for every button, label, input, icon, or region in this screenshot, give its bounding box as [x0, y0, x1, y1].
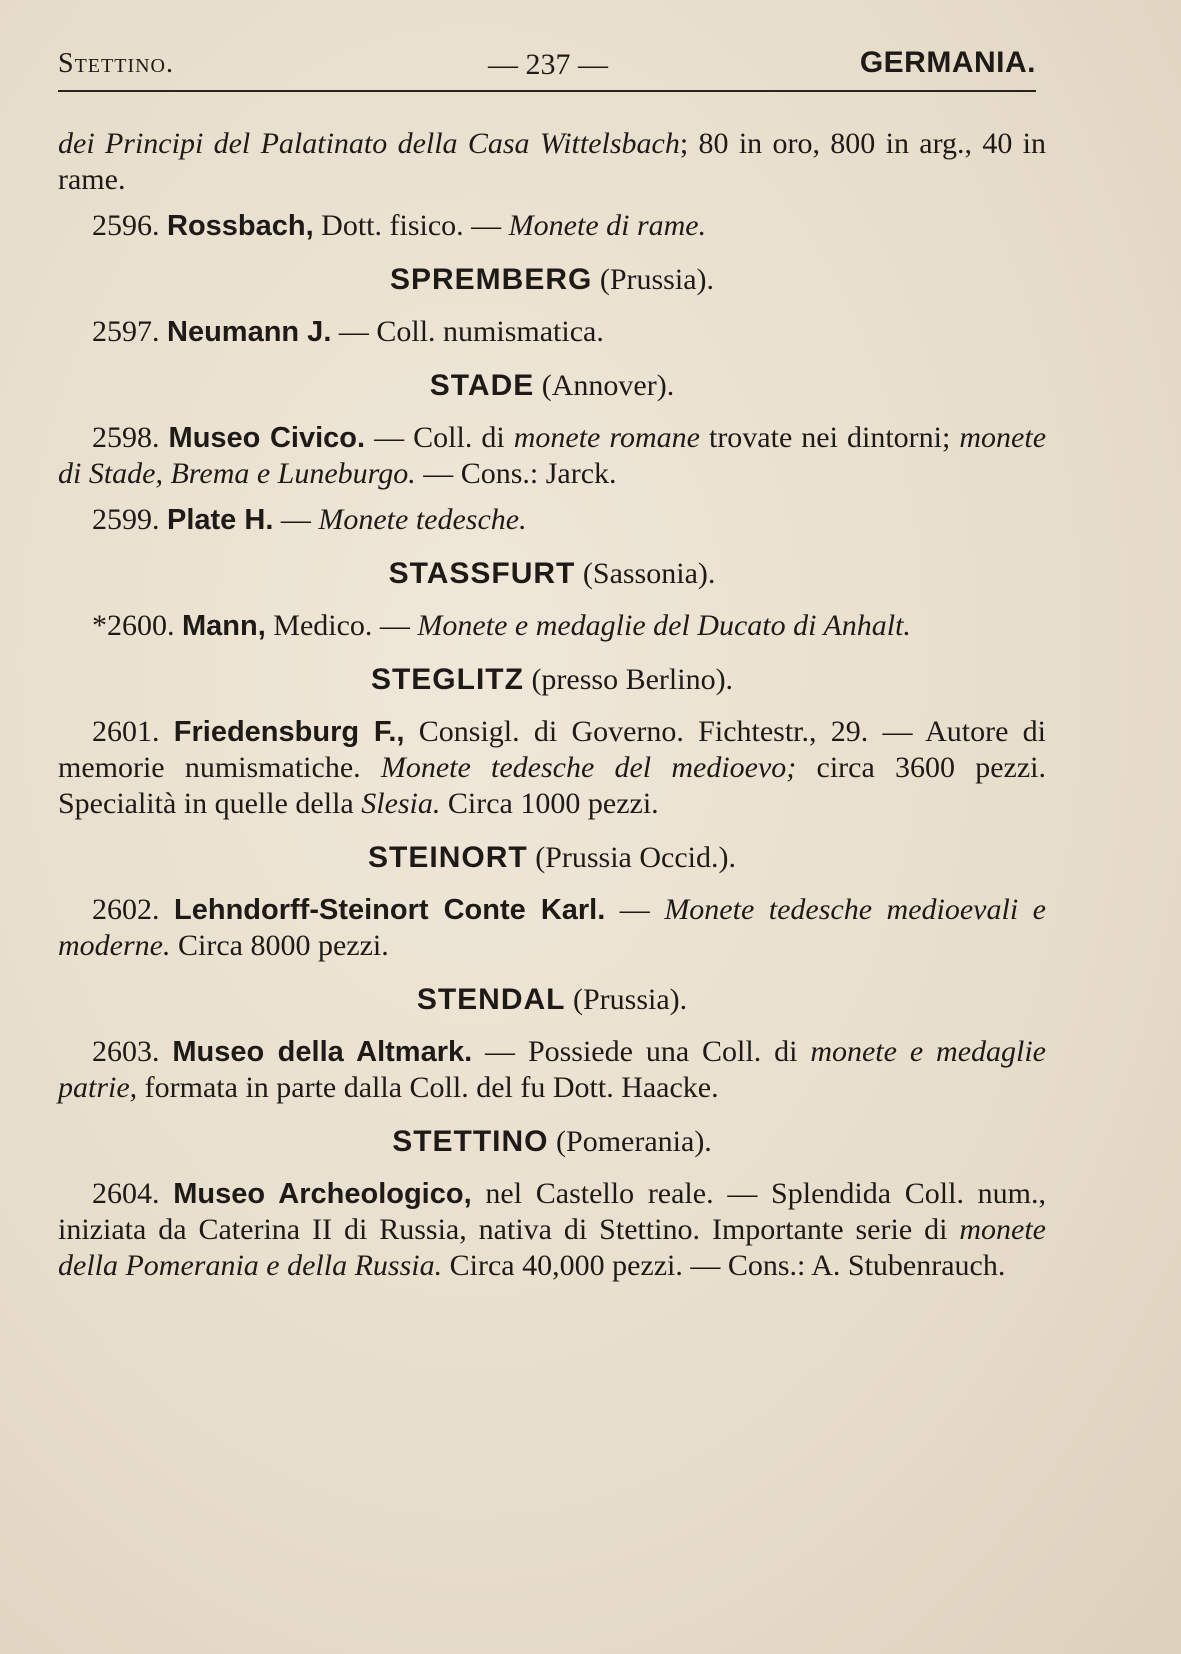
entry-number: 2603.	[92, 1035, 160, 1068]
entry-text: Consigl. di Governo. Fichtestr., 29. — Autore di memorie numismatiche.	[58, 715, 1047, 784]
place-heading-stade	[58, 368, 1046, 404]
entry-text: Monete tedesche.	[318, 503, 527, 536]
entry-text: formata in parte dalla Coll. del fu Dott. Haacke.	[137, 1071, 719, 1104]
entry-text: — Cons.: Jarck.	[415, 457, 617, 490]
header-country: GERMANIA.	[859, 46, 1036, 79]
entry-text: Slesia.	[361, 787, 441, 820]
entry-2596	[58, 208, 1046, 244]
entry-text: Monete di rame.	[508, 209, 707, 242]
place-name: STADE	[429, 369, 535, 402]
region-name: (Prussia).	[592, 263, 714, 296]
page-body	[58, 126, 1046, 1294]
entry-2600	[58, 608, 1046, 644]
entry-2599	[58, 502, 1046, 538]
place-name: STEGLITZ	[370, 663, 524, 696]
entry-2603	[58, 1034, 1046, 1106]
entry-text: ; 80 in oro, 800 in arg., 40 in rame.	[58, 127, 1047, 196]
header-section-name: Stettino.	[58, 48, 174, 79]
place-name: STEINORT	[368, 841, 528, 874]
entry-number: 2599.	[92, 503, 160, 536]
entry-name: Museo Archeologico,	[173, 1178, 472, 1210]
page-number: — 237 —	[488, 48, 608, 81]
region-name: (Prussia Occid.).	[527, 841, 736, 874]
entry-text: monete di Stade, Brema e Luneburgo.	[58, 421, 1047, 490]
place-heading-spremberg	[58, 262, 1046, 298]
entry-number: 2601.	[92, 715, 160, 748]
entry-text: monete e medaglie patrie,	[58, 1035, 1046, 1104]
entry-2597	[58, 314, 1046, 350]
entry-2604	[58, 1176, 1046, 1284]
continuation-paragraph	[58, 126, 1046, 198]
place-heading-steinort	[58, 840, 1046, 876]
entry-text: Monete tedesche medioevali e moderne.	[58, 893, 1046, 962]
entry-name: Friedensburg F.,	[173, 716, 405, 748]
entry-number: 2596.	[92, 209, 160, 242]
place-heading-stendal	[58, 982, 1046, 1018]
entry-text: Circa 1000 pezzi.	[440, 787, 659, 820]
entry-number: 2602.	[92, 893, 160, 926]
entry-text: monete romane	[513, 421, 700, 454]
entry-text: — Possiede una Coll. di	[472, 1035, 811, 1068]
entry-name: Mann,	[182, 610, 266, 642]
entry-name: Museo della Altmark.	[172, 1036, 473, 1068]
entry-text: Dott. fisico. —	[313, 209, 509, 242]
entry-2598	[58, 420, 1046, 492]
place-name: STETTINO	[392, 1125, 549, 1158]
entry-text: dei Principi del Palatinato della Casa Wittelsbach	[58, 127, 680, 160]
entry-name: Lehndorff-Steinort Conte Karl.	[174, 894, 606, 926]
region-name: (Pomerania).	[548, 1125, 712, 1158]
entry-name: Neumann J.	[167, 316, 332, 348]
entry-text: trovate nei dintorni;	[699, 421, 960, 454]
entry-text: Monete tedesche del medioevo;	[380, 751, 797, 784]
place-heading-stettino	[58, 1124, 1046, 1160]
entry-number: *2600.	[92, 609, 175, 642]
region-name: (Sassonia).	[575, 557, 716, 590]
entry-number: 2597.	[92, 315, 160, 348]
place-name: SPREMBERG	[389, 263, 593, 296]
region-name: (Prussia).	[565, 983, 688, 1016]
place-heading-steglitz	[58, 662, 1046, 698]
region-name: (presso Berlino).	[523, 663, 734, 696]
entry-text: Circa 8000 pezzi.	[170, 929, 389, 962]
region-name: (Annover).	[534, 369, 675, 402]
running-header	[58, 44, 1036, 92]
entry-2601	[58, 714, 1046, 822]
entry-text: monete della Pomerania e della Russia.	[58, 1213, 1046, 1282]
place-name: STASSFURT	[388, 557, 576, 590]
entry-text: circa 3600 pezzi. Specialità in quelle della	[58, 751, 1046, 820]
entry-text: — Coll. numismatica.	[331, 315, 604, 348]
entry-text: Monete e medaglie del Ducato di Anhalt.	[417, 609, 911, 642]
entry-text: Circa 40,000 pezzi. — Cons.: A. Stubenrauch.	[442, 1249, 1006, 1282]
place-name: STENDAL	[416, 983, 566, 1016]
entry-text: — Coll. di	[365, 421, 514, 454]
entry-number: 2598.	[92, 421, 160, 454]
entry-text: —	[273, 503, 319, 536]
entry-number: 2604.	[92, 1177, 160, 1210]
entry-2602	[58, 892, 1046, 964]
entry-text: Medico. —	[265, 609, 418, 642]
entry-text: —	[605, 893, 665, 926]
entry-name: Plate H.	[167, 504, 274, 536]
entry-name: Museo Civico.	[168, 422, 366, 454]
entry-text: nel Castello reale. — Splendida Coll. num., iniziata da Caterina II di Russia, nativa di Stettino. Importante serie di	[58, 1177, 1047, 1246]
place-heading-stassfurt	[58, 556, 1046, 592]
entry-name: Rossbach,	[167, 210, 314, 242]
